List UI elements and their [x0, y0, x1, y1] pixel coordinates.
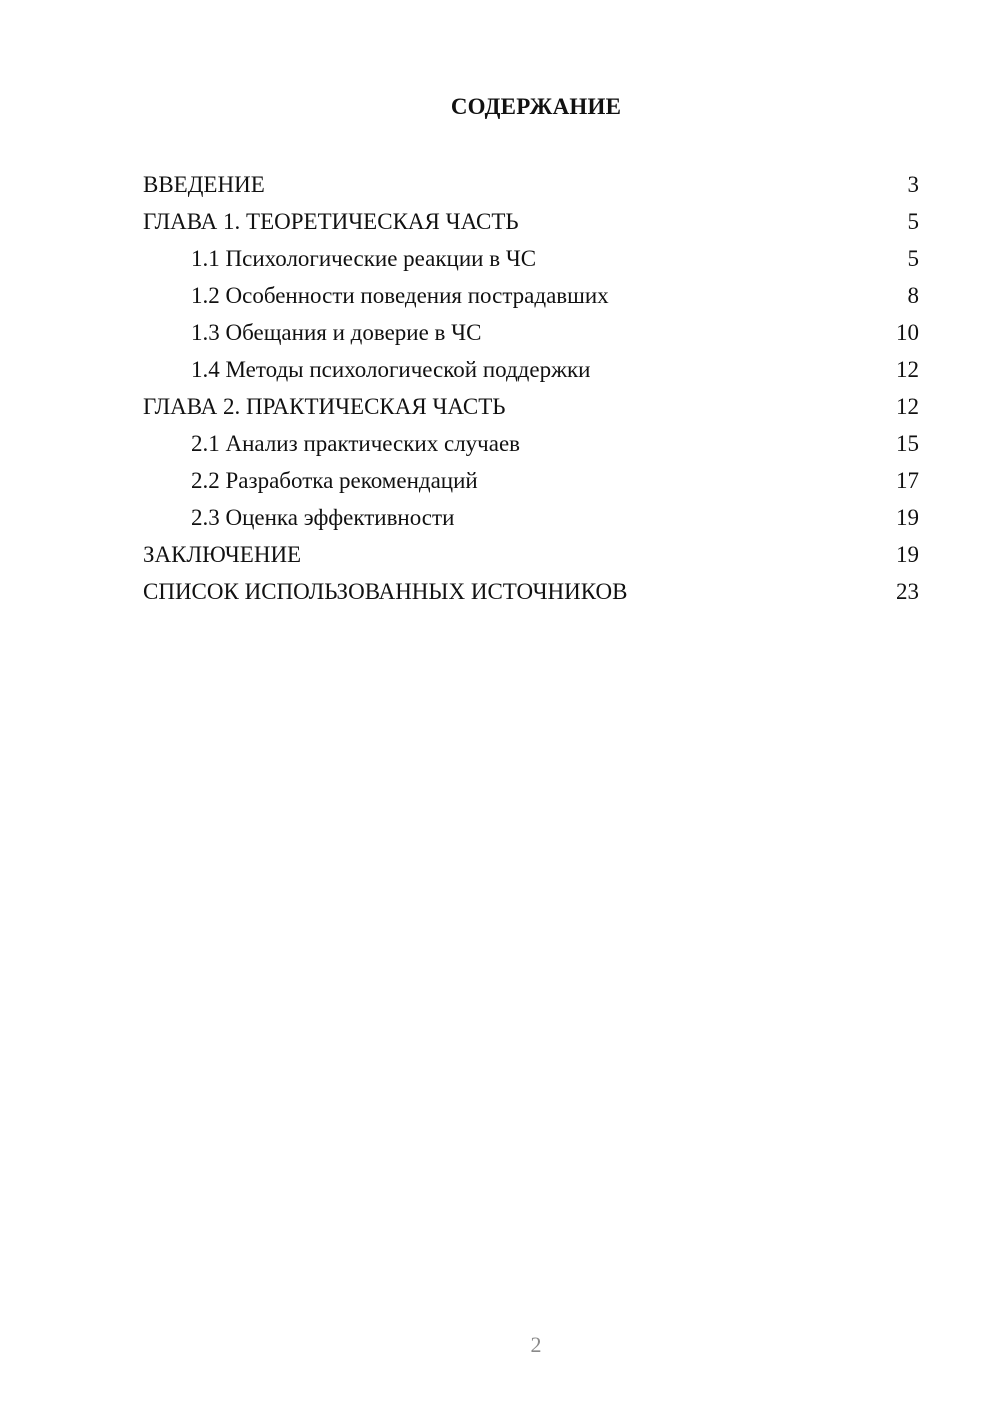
toc-entry-page: 23 [896, 579, 919, 604]
page-number: 2 [530, 1332, 542, 1357]
toc-entry-label: ГЛАВА 1. ТЕОРЕТИЧЕСКАЯ ЧАСТЬ [143, 209, 519, 234]
toc-entry-section-1-2 [143, 277, 919, 314]
toc-entry-page: 3 [907, 172, 919, 197]
toc-entry-chapter-1 [143, 203, 919, 240]
toc-entry-section-2-3 [143, 499, 919, 536]
toc-entry-page: 15 [896, 431, 919, 456]
toc-entry-references [143, 573, 919, 610]
toc-entry-page: 5 [907, 209, 919, 234]
toc-entry-label: ГЛАВА 2. ПРАКТИЧЕСКАЯ ЧАСТЬ [143, 394, 506, 419]
toc-entry-section-2-1 [143, 425, 919, 462]
toc-entry-page: 17 [896, 468, 919, 493]
toc-entry-label: 1.1 Психологические реакции в ЧС [191, 246, 537, 271]
toc-entry-page: 8 [907, 283, 919, 308]
toc-entry-page: 12 [896, 357, 919, 382]
toc-entry-page: 12 [896, 394, 919, 419]
toc-entry-page: 5 [907, 246, 919, 271]
toc-entry-conclusion [143, 536, 919, 573]
toc-entry-page: 19 [896, 505, 919, 530]
toc-entry-label: 2.3 Оценка эффективности [191, 505, 455, 530]
toc-entry-label: 2.2 Разработка рекомендаций [191, 468, 478, 493]
toc-entry-label: 1.4 Методы психологической поддержки [191, 357, 591, 382]
toc-entry-label: 1.2 Особенности поведения пострадавших [191, 283, 609, 308]
page-title: СОДЕРЖАНИЕ [450, 94, 622, 119]
toc-entry-label: ЗАКЛЮЧЕНИЕ [143, 542, 302, 567]
toc-entry-label: 1.3 Обещания и доверие в ЧС [191, 320, 482, 345]
toc-entry-section-1-4 [143, 351, 919, 388]
toc-entry-introduction [143, 166, 919, 203]
toc-entry-section-1-3 [143, 314, 919, 351]
toc-entry-label: ВВЕДЕНИЕ [143, 172, 265, 197]
toc-entry-chapter-2 [143, 388, 919, 425]
table-of-contents [143, 166, 919, 610]
toc-entry-section-1-1 [143, 240, 919, 277]
toc-entry-page: 19 [896, 542, 919, 567]
toc-entry-page: 10 [896, 320, 919, 345]
toc-entry-label: СПИСОК ИСПОЛЬЗОВАННЫХ ИСТОЧНИКОВ [143, 579, 628, 604]
toc-entry-label: 2.1 Анализ практических случаев [191, 431, 521, 456]
toc-entry-section-2-2 [143, 462, 919, 499]
